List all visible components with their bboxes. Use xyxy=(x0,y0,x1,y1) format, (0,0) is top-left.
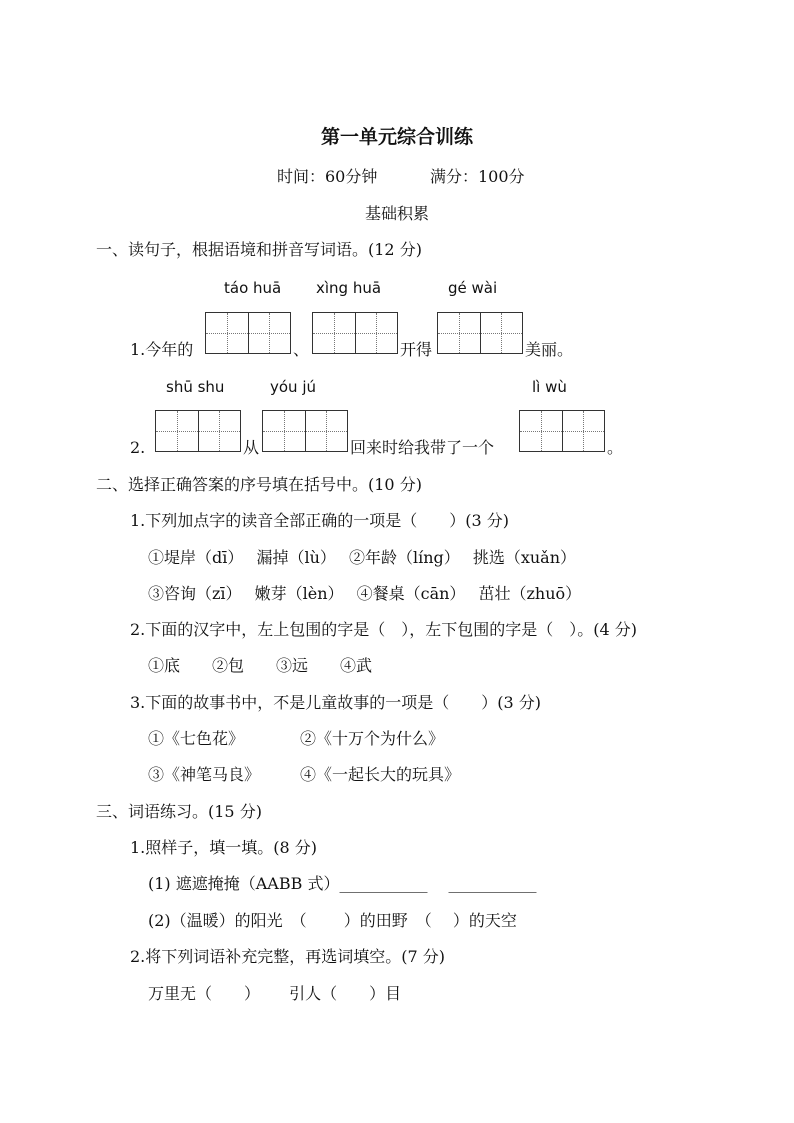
s1-prefix: 1.今年的 xyxy=(130,340,194,359)
section3-heading: 三、词语练习。(15 分) xyxy=(96,802,262,821)
s2-q3-option-line: ③《神笔马良》 ④《一起长大的玩具》 xyxy=(148,765,461,784)
s1-mid: 开得 xyxy=(400,340,433,359)
writing-box-taohua[interactable] xyxy=(205,312,291,354)
s1-separator: 、 xyxy=(293,340,310,359)
pinyin-youju: yóu jú xyxy=(270,378,317,396)
s3-q1-line: (1) 遮遮掩掩（AABB 式）___________ ___________ xyxy=(148,874,537,893)
exam-score: 满分：100分 xyxy=(430,167,525,186)
s2-suffix: 。 xyxy=(607,438,624,457)
s2-q1-option-line: ①堤岸（dī） 漏掉（lù） ②年龄（líng） 挑选（xuǎn） xyxy=(148,548,576,567)
pinyin-shushu: shū shu xyxy=(166,378,225,396)
pinyin-gewai: gé wài xyxy=(448,279,498,297)
s2-prefix: 2. xyxy=(130,438,146,457)
writing-box-youju[interactable] xyxy=(262,410,348,452)
writing-box-gewai[interactable] xyxy=(437,312,523,354)
s2-q2-question: 2.下面的汉字中，左上包围的字是（ ），左下包围的字是（ ）。(4 分) xyxy=(130,620,638,639)
page-title: 第一单元综合训练 xyxy=(320,126,473,148)
pinyin-xinghua: xìng huā xyxy=(316,279,382,297)
s2-mid1: 从 xyxy=(243,438,260,457)
writing-box-xinghua[interactable] xyxy=(312,312,398,354)
s2-q2-option-line: ①底 ②包 ③远 ④武 xyxy=(148,656,373,675)
exam-time: 时间：60分钟 xyxy=(277,167,378,186)
s2-q3-option-line: ①《七色花》 ②《十万个为什么》 xyxy=(148,729,445,748)
s1-suffix: 美丽。 xyxy=(525,340,574,359)
section-subtitle: 基础积累 xyxy=(364,204,429,223)
s3-q2-question: 2.将下列词语补充完整，再选词填空。(7 分) xyxy=(130,947,446,966)
writing-box-liwu[interactable] xyxy=(519,410,605,452)
section1-heading: 一、读句子，根据语境和拼音写词语。(12 分) xyxy=(96,240,422,259)
s3-q1-question: 1.照样子，填一填。(8 分) xyxy=(130,838,318,857)
s3-q1-line: (2)（温暖）的阳光 （ ）的田野 （ ）的天空 xyxy=(148,911,517,930)
pinyin-liwu: lì wù xyxy=(532,378,567,396)
s2-mid2: 回来时给我带了一个 xyxy=(350,438,495,457)
s2-q3-question: 3.下面的故事书中，不是儿童故事的一项是（ ）(3 分) xyxy=(130,693,542,712)
s2-q1-question: 1.下列加点字的读音全部正确的一项是（ ）(3 分) xyxy=(130,511,510,530)
s3-q2-line: 万里无（ ） 引人（ ）目 xyxy=(148,984,402,1003)
section2-heading: 二、选择正确答案的序号填在括号中。(10 分) xyxy=(96,475,422,494)
s2-q1-option-line: ③咨询（zī） 嫩芽（lèn） ④餐桌（cān） 茁壮（zhuō） xyxy=(148,584,582,603)
writing-box-shushu[interactable] xyxy=(155,410,241,452)
pinyin-taohua: táo huā xyxy=(224,279,282,297)
